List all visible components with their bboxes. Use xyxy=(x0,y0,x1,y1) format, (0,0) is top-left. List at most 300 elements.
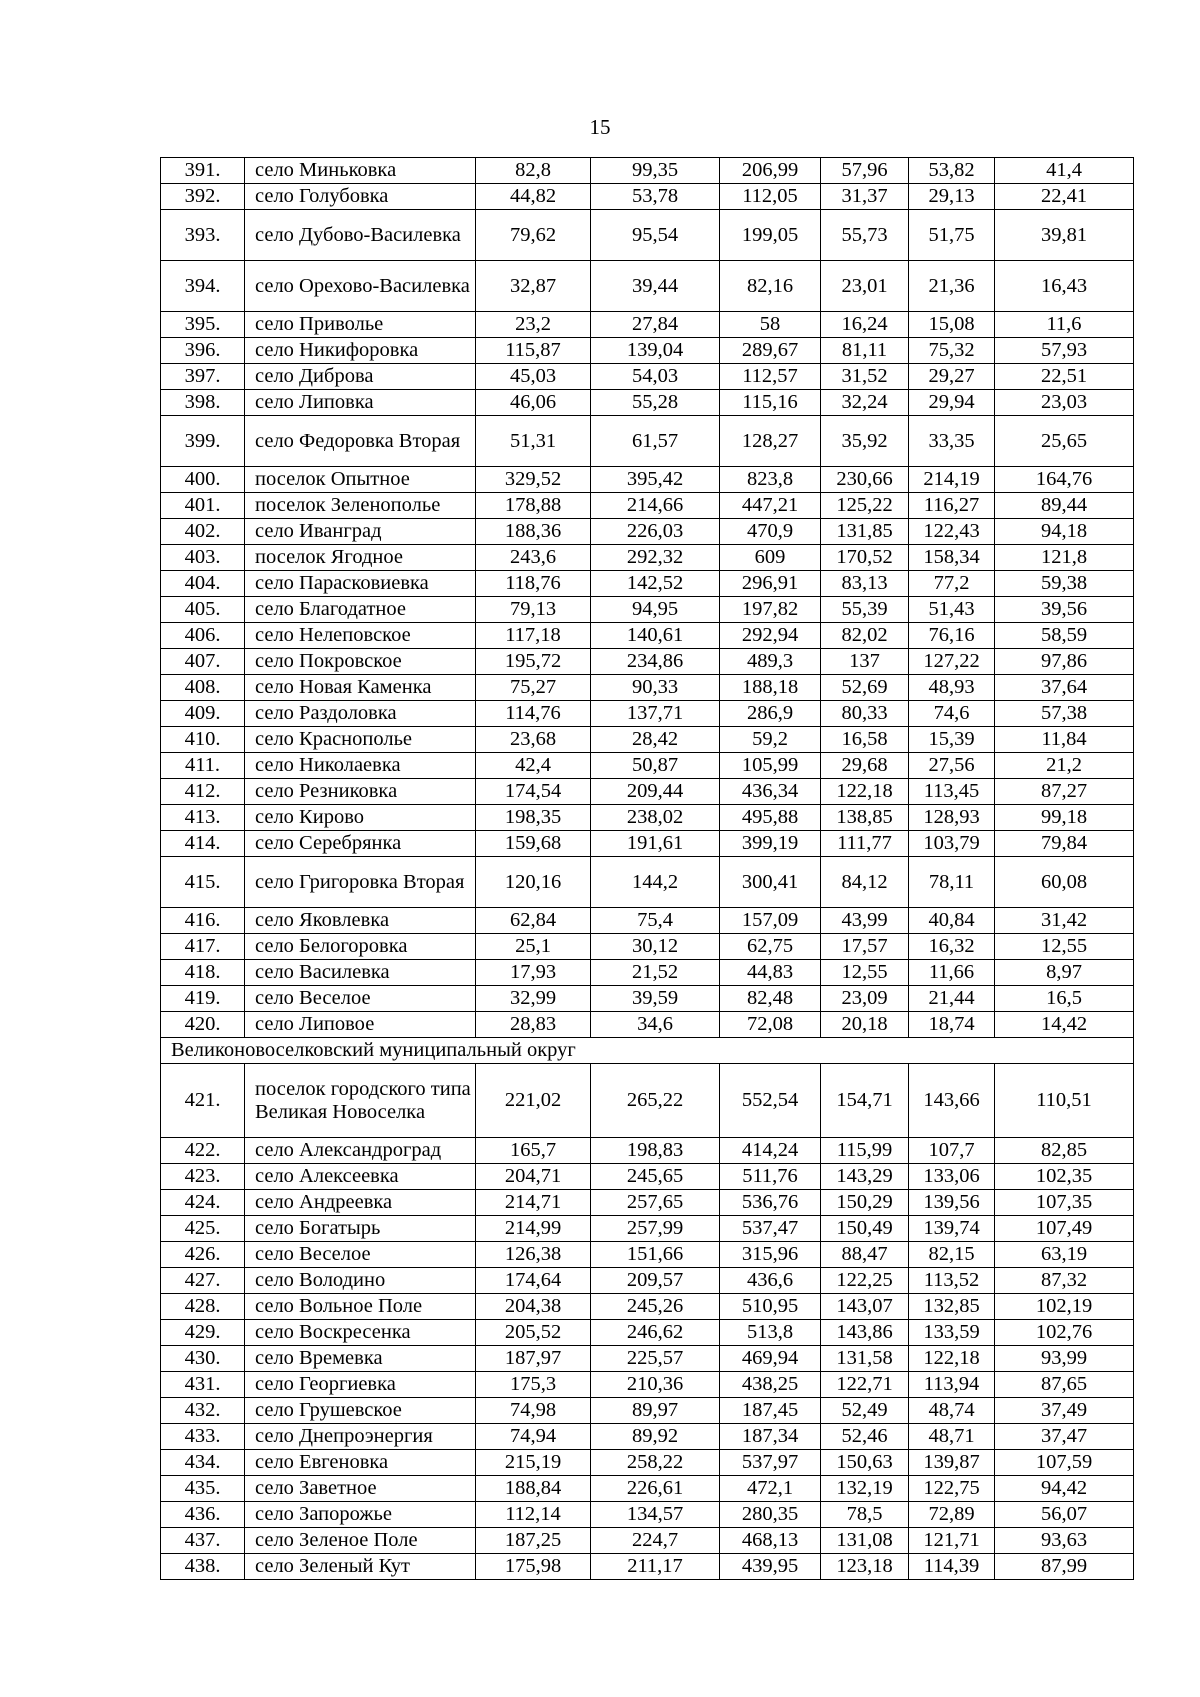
value-2: 292,32 xyxy=(591,545,720,571)
value-1: 198,35 xyxy=(476,805,591,831)
value-6: 39,81 xyxy=(995,210,1134,261)
value-1: 243,6 xyxy=(476,545,591,571)
value-1: 23,68 xyxy=(476,727,591,753)
value-1: 214,71 xyxy=(476,1190,591,1216)
row-number: 438. xyxy=(161,1554,245,1580)
table-row xyxy=(161,312,1134,338)
row-number: 428. xyxy=(161,1294,245,1320)
row-number: 404. xyxy=(161,571,245,597)
settlement-name: село Белогоровка xyxy=(245,934,476,960)
row-number: 418. xyxy=(161,960,245,986)
value-4: 23,01 xyxy=(821,261,909,312)
value-6: 59,38 xyxy=(995,571,1134,597)
row-number: 411. xyxy=(161,753,245,779)
value-2: 89,92 xyxy=(591,1424,720,1450)
value-6: 121,8 xyxy=(995,545,1134,571)
value-6: 102,35 xyxy=(995,1164,1134,1190)
row-number: 433. xyxy=(161,1424,245,1450)
value-1: 187,97 xyxy=(476,1346,591,1372)
value-1: 204,71 xyxy=(476,1164,591,1190)
value-4: 131,08 xyxy=(821,1528,909,1554)
row-number: 423. xyxy=(161,1164,245,1190)
table-row xyxy=(161,701,1134,727)
value-5: 74,6 xyxy=(909,701,995,727)
value-3: 112,57 xyxy=(720,364,821,390)
value-4: 143,29 xyxy=(821,1164,909,1190)
row-number: 432. xyxy=(161,1398,245,1424)
value-6: 107,35 xyxy=(995,1190,1134,1216)
value-5: 21,36 xyxy=(909,261,995,312)
row-number: 408. xyxy=(161,675,245,701)
value-5: 48,71 xyxy=(909,1424,995,1450)
value-2: 395,42 xyxy=(591,467,720,493)
table-row xyxy=(161,960,1134,986)
value-1: 215,19 xyxy=(476,1450,591,1476)
value-1: 75,27 xyxy=(476,675,591,701)
settlement-name: село Зеленое Поле xyxy=(245,1528,476,1554)
value-2: 28,42 xyxy=(591,727,720,753)
value-4: 115,99 xyxy=(821,1138,909,1164)
value-4: 31,52 xyxy=(821,364,909,390)
value-4: 122,25 xyxy=(821,1268,909,1294)
row-number: 393. xyxy=(161,210,245,261)
value-4: 154,71 xyxy=(821,1064,909,1138)
value-3: 199,05 xyxy=(720,210,821,261)
value-4: 131,85 xyxy=(821,519,909,545)
value-5: 29,27 xyxy=(909,364,995,390)
table-row xyxy=(161,364,1134,390)
value-5: 132,85 xyxy=(909,1294,995,1320)
settlement-name: село Нелеповское xyxy=(245,623,476,649)
table-row xyxy=(161,831,1134,857)
value-5: 48,93 xyxy=(909,675,995,701)
row-number: 400. xyxy=(161,467,245,493)
value-2: 245,65 xyxy=(591,1164,720,1190)
value-2: 94,95 xyxy=(591,597,720,623)
value-4: 143,86 xyxy=(821,1320,909,1346)
value-2: 137,71 xyxy=(591,701,720,727)
row-number: 394. xyxy=(161,261,245,312)
table-row xyxy=(161,1268,1134,1294)
value-5: 143,66 xyxy=(909,1064,995,1138)
value-6: 97,86 xyxy=(995,649,1134,675)
value-1: 112,14 xyxy=(476,1502,591,1528)
value-1: 175,98 xyxy=(476,1554,591,1580)
value-2: 144,2 xyxy=(591,857,720,908)
settlement-name: поселок Зеленополье xyxy=(245,493,476,519)
row-number: 425. xyxy=(161,1216,245,1242)
value-6: 57,38 xyxy=(995,701,1134,727)
settlement-name: село Яковлевка xyxy=(245,908,476,934)
table-row xyxy=(161,1554,1134,1580)
settlement-name: село Серебрянка xyxy=(245,831,476,857)
row-number: 416. xyxy=(161,908,245,934)
value-6: 94,18 xyxy=(995,519,1134,545)
value-4: 111,77 xyxy=(821,831,909,857)
value-6: 39,56 xyxy=(995,597,1134,623)
value-1: 188,84 xyxy=(476,1476,591,1502)
value-6: 11,6 xyxy=(995,312,1134,338)
value-1: 165,7 xyxy=(476,1138,591,1164)
settlement-name: село Воскресенка xyxy=(245,1320,476,1346)
value-5: 113,52 xyxy=(909,1268,995,1294)
table-row xyxy=(161,805,1134,831)
value-4: 78,5 xyxy=(821,1502,909,1528)
settlement-name: село Липовка xyxy=(245,390,476,416)
table-row xyxy=(161,1476,1134,1502)
value-5: 77,2 xyxy=(909,571,995,597)
value-1: 32,87 xyxy=(476,261,591,312)
value-4: 29,68 xyxy=(821,753,909,779)
value-3: 468,13 xyxy=(720,1528,821,1554)
value-3: 489,3 xyxy=(720,649,821,675)
settlement-name: село Андреевка xyxy=(245,1190,476,1216)
value-5: 15,08 xyxy=(909,312,995,338)
value-1: 120,16 xyxy=(476,857,591,908)
row-number: 396. xyxy=(161,338,245,364)
value-5: 139,56 xyxy=(909,1190,995,1216)
value-2: 139,04 xyxy=(591,338,720,364)
table-row xyxy=(161,675,1134,701)
value-3: 439,95 xyxy=(720,1554,821,1580)
value-4: 123,18 xyxy=(821,1554,909,1580)
value-5: 82,15 xyxy=(909,1242,995,1268)
value-3: 187,34 xyxy=(720,1424,821,1450)
table-row xyxy=(161,1190,1134,1216)
value-3: 112,05 xyxy=(720,184,821,210)
table-row xyxy=(161,1012,1134,1038)
row-number: 410. xyxy=(161,727,245,753)
value-3: 188,18 xyxy=(720,675,821,701)
value-1: 32,99 xyxy=(476,986,591,1012)
table-row xyxy=(161,649,1134,675)
value-6: 164,76 xyxy=(995,467,1134,493)
value-4: 84,12 xyxy=(821,857,909,908)
value-3: 513,8 xyxy=(720,1320,821,1346)
value-5: 29,94 xyxy=(909,390,995,416)
value-4: 35,92 xyxy=(821,416,909,467)
value-3: 206,99 xyxy=(720,158,821,184)
settlement-name: село Новая Каменка xyxy=(245,675,476,701)
settlement-name: село Краснополье xyxy=(245,727,476,753)
value-2: 246,62 xyxy=(591,1320,720,1346)
value-5: 122,43 xyxy=(909,519,995,545)
value-1: 126,38 xyxy=(476,1242,591,1268)
value-5: 78,11 xyxy=(909,857,995,908)
value-2: 224,7 xyxy=(591,1528,720,1554)
settlement-name: село Раздоловка xyxy=(245,701,476,727)
settlement-name: поселок Опытное xyxy=(245,467,476,493)
settlement-name: село Никифоровка xyxy=(245,338,476,364)
value-3: 82,16 xyxy=(720,261,821,312)
value-4: 52,69 xyxy=(821,675,909,701)
value-5: 15,39 xyxy=(909,727,995,753)
value-3: 128,27 xyxy=(720,416,821,467)
settlement-name: село Заветное xyxy=(245,1476,476,1502)
value-2: 39,44 xyxy=(591,261,720,312)
value-4: 31,37 xyxy=(821,184,909,210)
value-6: 87,65 xyxy=(995,1372,1134,1398)
table-row xyxy=(161,261,1134,312)
value-6: 31,42 xyxy=(995,908,1134,934)
value-3: 536,76 xyxy=(720,1190,821,1216)
value-3: 72,08 xyxy=(720,1012,821,1038)
settlement-name: село Кирово xyxy=(245,805,476,831)
value-6: 102,19 xyxy=(995,1294,1134,1320)
row-number: 417. xyxy=(161,934,245,960)
value-6: 107,59 xyxy=(995,1450,1134,1476)
settlement-name: село Богатырь xyxy=(245,1216,476,1242)
value-1: 82,8 xyxy=(476,158,591,184)
settlement-name: село Дубово-Василевка xyxy=(245,210,476,261)
value-6: 21,2 xyxy=(995,753,1134,779)
row-number: 426. xyxy=(161,1242,245,1268)
value-2: 55,28 xyxy=(591,390,720,416)
value-6: 110,51 xyxy=(995,1064,1134,1138)
value-3: 197,82 xyxy=(720,597,821,623)
value-2: 89,97 xyxy=(591,1398,720,1424)
value-5: 139,74 xyxy=(909,1216,995,1242)
value-5: 158,34 xyxy=(909,545,995,571)
value-5: 133,59 xyxy=(909,1320,995,1346)
value-4: 132,19 xyxy=(821,1476,909,1502)
value-6: 58,59 xyxy=(995,623,1134,649)
value-4: 143,07 xyxy=(821,1294,909,1320)
value-3: 296,91 xyxy=(720,571,821,597)
value-5: 72,89 xyxy=(909,1502,995,1528)
value-2: 209,57 xyxy=(591,1268,720,1294)
value-2: 258,22 xyxy=(591,1450,720,1476)
settlement-name: село Парасковиевка xyxy=(245,571,476,597)
table-row xyxy=(161,1424,1134,1450)
table-row xyxy=(161,390,1134,416)
value-5: 121,71 xyxy=(909,1528,995,1554)
row-number: 421. xyxy=(161,1064,245,1138)
table-row xyxy=(161,908,1134,934)
value-1: 44,82 xyxy=(476,184,591,210)
value-5: 139,87 xyxy=(909,1450,995,1476)
table-row xyxy=(161,158,1134,184)
value-2: 210,36 xyxy=(591,1372,720,1398)
value-3: 59,2 xyxy=(720,727,821,753)
row-number: 435. xyxy=(161,1476,245,1502)
settlement-name: село Орехово-Василевка xyxy=(245,261,476,312)
table-row xyxy=(161,1164,1134,1190)
value-4: 52,46 xyxy=(821,1424,909,1450)
row-number: 406. xyxy=(161,623,245,649)
settlement-name: село Володино xyxy=(245,1268,476,1294)
value-3: 292,94 xyxy=(720,623,821,649)
value-1: 118,76 xyxy=(476,571,591,597)
value-6: 94,42 xyxy=(995,1476,1134,1502)
value-1: 79,62 xyxy=(476,210,591,261)
settlement-name: поселок городского типа Великая Новоселка xyxy=(245,1064,476,1138)
value-2: 95,54 xyxy=(591,210,720,261)
value-6: 89,44 xyxy=(995,493,1134,519)
row-number: 420. xyxy=(161,1012,245,1038)
value-3: 82,48 xyxy=(720,986,821,1012)
row-number: 401. xyxy=(161,493,245,519)
value-1: 175,3 xyxy=(476,1372,591,1398)
value-3: 315,96 xyxy=(720,1242,821,1268)
value-2: 39,59 xyxy=(591,986,720,1012)
value-3: 44,83 xyxy=(720,960,821,986)
value-6: 107,49 xyxy=(995,1216,1134,1242)
table-row xyxy=(161,1216,1134,1242)
settlement-name: село Алексеевка xyxy=(245,1164,476,1190)
value-2: 191,61 xyxy=(591,831,720,857)
settlement-name: село Зеленый Кут xyxy=(245,1554,476,1580)
value-4: 81,11 xyxy=(821,338,909,364)
value-1: 115,87 xyxy=(476,338,591,364)
value-4: 57,96 xyxy=(821,158,909,184)
settlement-name: село Запорожье xyxy=(245,1502,476,1528)
value-2: 50,87 xyxy=(591,753,720,779)
table-row xyxy=(161,545,1134,571)
settlement-name: село Липовое xyxy=(245,1012,476,1038)
value-1: 214,99 xyxy=(476,1216,591,1242)
value-3: 823,8 xyxy=(720,467,821,493)
value-2: 211,17 xyxy=(591,1554,720,1580)
settlement-name: село Веселое xyxy=(245,1242,476,1268)
settlements-table xyxy=(160,157,1134,1580)
value-2: 226,61 xyxy=(591,1476,720,1502)
value-2: 53,78 xyxy=(591,184,720,210)
table-row xyxy=(161,934,1134,960)
value-4: 131,58 xyxy=(821,1346,909,1372)
table-row xyxy=(161,1502,1134,1528)
value-3: 609 xyxy=(720,545,821,571)
value-4: 138,85 xyxy=(821,805,909,831)
value-2: 140,61 xyxy=(591,623,720,649)
value-4: 20,18 xyxy=(821,1012,909,1038)
value-5: 51,43 xyxy=(909,597,995,623)
value-6: 8,97 xyxy=(995,960,1134,986)
value-3: 414,24 xyxy=(720,1138,821,1164)
value-6: 16,43 xyxy=(995,261,1134,312)
settlement-name: село Днепроэнергия xyxy=(245,1424,476,1450)
settlement-name: село Голубовка xyxy=(245,184,476,210)
value-5: 114,39 xyxy=(909,1554,995,1580)
page-number: 15 xyxy=(589,115,611,139)
value-4: 83,13 xyxy=(821,571,909,597)
value-5: 113,94 xyxy=(909,1372,995,1398)
value-6: 60,08 xyxy=(995,857,1134,908)
value-5: 53,82 xyxy=(909,158,995,184)
table-row xyxy=(161,1320,1134,1346)
section-title: Великоновоселковский муниципальный округ xyxy=(161,1038,1134,1064)
value-1: 114,76 xyxy=(476,701,591,727)
value-4: 43,99 xyxy=(821,908,909,934)
table-row xyxy=(161,623,1134,649)
value-1: 28,83 xyxy=(476,1012,591,1038)
value-4: 150,29 xyxy=(821,1190,909,1216)
value-4: 80,33 xyxy=(821,701,909,727)
value-2: 30,12 xyxy=(591,934,720,960)
value-3: 280,35 xyxy=(720,1502,821,1528)
value-4: 55,39 xyxy=(821,597,909,623)
row-number: 405. xyxy=(161,597,245,623)
value-6: 41,4 xyxy=(995,158,1134,184)
value-1: 205,52 xyxy=(476,1320,591,1346)
settlement-name: село Приволье xyxy=(245,312,476,338)
value-1: 17,93 xyxy=(476,960,591,986)
value-6: 12,55 xyxy=(995,934,1134,960)
value-5: 127,22 xyxy=(909,649,995,675)
value-6: 23,03 xyxy=(995,390,1134,416)
value-5: 48,74 xyxy=(909,1398,995,1424)
value-6: 25,65 xyxy=(995,416,1134,467)
value-6: 22,51 xyxy=(995,364,1134,390)
value-2: 198,83 xyxy=(591,1138,720,1164)
settlement-name: село Григоровка Вторая xyxy=(245,857,476,908)
value-4: 17,57 xyxy=(821,934,909,960)
value-4: 52,49 xyxy=(821,1398,909,1424)
table-row xyxy=(161,857,1134,908)
settlement-name: село Резниковка xyxy=(245,779,476,805)
value-5: 16,32 xyxy=(909,934,995,960)
value-1: 174,64 xyxy=(476,1268,591,1294)
value-4: 150,49 xyxy=(821,1216,909,1242)
value-5: 107,7 xyxy=(909,1138,995,1164)
value-4: 125,22 xyxy=(821,493,909,519)
value-6: 93,63 xyxy=(995,1528,1134,1554)
value-2: 238,02 xyxy=(591,805,720,831)
value-1: 79,13 xyxy=(476,597,591,623)
value-5: 128,93 xyxy=(909,805,995,831)
value-3: 436,34 xyxy=(720,779,821,805)
value-2: 27,84 xyxy=(591,312,720,338)
value-1: 117,18 xyxy=(476,623,591,649)
value-4: 16,24 xyxy=(821,312,909,338)
value-5: 122,18 xyxy=(909,1346,995,1372)
value-6: 93,99 xyxy=(995,1346,1134,1372)
value-1: 204,38 xyxy=(476,1294,591,1320)
value-3: 399,19 xyxy=(720,831,821,857)
value-2: 142,52 xyxy=(591,571,720,597)
settlement-name: село Диброва xyxy=(245,364,476,390)
row-number: 434. xyxy=(161,1450,245,1476)
value-6: 102,76 xyxy=(995,1320,1134,1346)
value-1: 45,03 xyxy=(476,364,591,390)
value-5: 27,56 xyxy=(909,753,995,779)
table-body-part-1 xyxy=(161,158,1134,1038)
value-2: 226,03 xyxy=(591,519,720,545)
value-1: 329,52 xyxy=(476,467,591,493)
value-3: 436,6 xyxy=(720,1268,821,1294)
value-3: 511,76 xyxy=(720,1164,821,1190)
value-1: 187,25 xyxy=(476,1528,591,1554)
value-3: 289,67 xyxy=(720,338,821,364)
value-1: 46,06 xyxy=(476,390,591,416)
row-number: 422. xyxy=(161,1138,245,1164)
value-3: 470,9 xyxy=(720,519,821,545)
row-number: 391. xyxy=(161,158,245,184)
value-6: 56,07 xyxy=(995,1502,1134,1528)
row-number: 399. xyxy=(161,416,245,467)
value-2: 61,57 xyxy=(591,416,720,467)
value-4: 23,09 xyxy=(821,986,909,1012)
settlement-name: село Александроград xyxy=(245,1138,476,1164)
table-row xyxy=(161,210,1134,261)
settlement-name: поселок Ягодное xyxy=(245,545,476,571)
value-4: 150,63 xyxy=(821,1450,909,1476)
value-3: 62,75 xyxy=(720,934,821,960)
value-5: 103,79 xyxy=(909,831,995,857)
value-2: 257,65 xyxy=(591,1190,720,1216)
value-6: 22,41 xyxy=(995,184,1134,210)
value-3: 552,54 xyxy=(720,1064,821,1138)
